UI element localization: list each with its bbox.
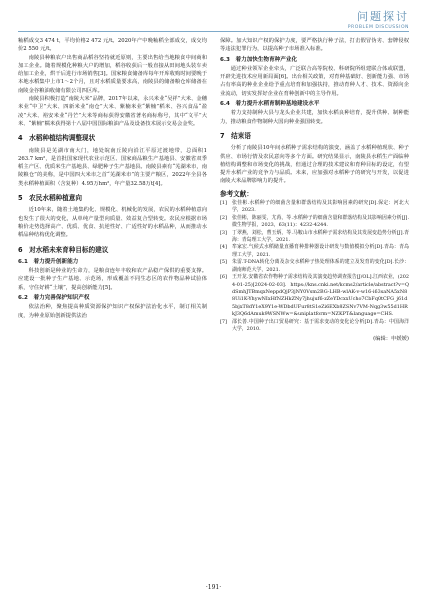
subsection-heading: 6.4 着力提升水稻育制种基地建设水平 [220,101,320,108]
paragraph: 南陵县积极打造“南陵大米”品牌，2017年以来，永兴米业“吴祥”大米、金穗米业“中卫”大米、四新米业“南仓”大米、紫楠米业“紫楠”稻米、谷兴食品“盈凌”大米、裕安米业“丹芒”大米等商标获得安徽省著名商标称号，其中“文平”大米、“紫楠”糯米获得第十八届中国国际粮油产品及设备技术展示交易会金奖。 [18,96,207,127]
reference-item: [5] 朱雷.T-DNA转化分离及杂交水稻种子热处理体系的建立及发育的变化[D].长沙：湖南师范大学，2021. [220,259,409,273]
subsection-heading: 6.1 着力提升创新能力 [18,258,79,265]
subsection-heading: 6.2 着力完善保护知识产权 [18,295,90,302]
paragraph: 南陵县是芜湖市南大门，地处皖南丘陵向沿江平原过渡地带，总面积1 263.7 km²，是首批国家现代农业示范区、国家商品粮生产基地县、安徽省双季稻主产区、优质米生产基地县、绿肥种子生产基地县。南陵县素有“芜湖米市，南陵粮仓”的美称，是中国四大米市之首“芜湖米市”的主要产粮区，2022年全县各类水稻种植面积（含复种）4.95万hm²，年产量32.58万t[4]。 [18,147,207,187]
paragraph: 南陵县种粮农户出售商品稻谷坚持就近原则，主要出售给当地粮食中间商和加工企业。随着规模化种粮大户的增加，稻谷收获后一般直接从田间地头装车卖给加工企业，烘干后进行市场销售[3]。国家粮食储备库每年开库收购时间要晚于本地水稻集中上市1～2个月，且对水稻质量要求高，南陵县的储备粮仓库储备在南陵金谷粮油收储有限公司四区库。 [18,54,207,94]
section-subtitle: PROBLEM DISCUSSION [347,25,409,30]
reference-item: [1] 张佳彬.水稻种子的细菌含量和群落结构及其影响因素的研究[D].保定：河北大学，2023. [220,200,409,214]
paragraph: 籼稻成交3 474 t，平均价格2 472 元/t。2020年产中晚籼稻全部成交，成交均价2 550 元/t。 [18,38,207,53]
right-column [220,37,409,344]
paragraph: 依法治种，聚焦提高种质资源保护知识产权保护法治化水平，制订相关制度，为种业原始创新提供法治 [18,304,207,319]
left-column [18,37,207,320]
reference-item: [4] 牟家宏.气候式水稻储量直播育种排种器设计研发与数值模拟分析[D].青岛：青岛理工大学，2021. [220,244,409,258]
references-list [220,200,409,333]
reference-item: [6] 王开龙.安徽省农作物种子需求结构及其演变趋势调查报告[J/OL].江西农业，(2024-01-25)[2024-02-03]. https://kns.cnki.net/kcms2/article/abstract?v=QdSmhJTBmqxNeppdQjP3jNY0Vsm2BG-LHB-wlAK-v-w16-i63saNA5xN88Ui1K-YhywNIxHfNZHkZNy7jhujuf6-zZeYDcxxUcho7CbFq0tCFG_j61d5bjxT8dY1eX9Y1e-WDbdUFur8tS1eZi6EXb8ZSNv7VM-Nqg3w55d1HRkJ3Q6dAmuk9WSNWw=&uniplatform=NZKPT&language=CHS. [220,274,409,318]
section-heading: 5 农民水稻种植意向 [18,194,82,203]
section-title: 问题探讨 [357,10,409,23]
reference-item: [3] 丁翠燕，刘松，曹玉炳，等.马鞍山市水稻种子需求结构及其发展变趋势分析[J].青海：青岛理工大学，2021. [220,229,409,244]
reference-item: [2] 张佳彬，陈丽雯，尤苒，等.水稻种子的细菌含量和群落结构及其影响因素分析[J].微生物学报，2023，63(11)：4232-4244. [220,214,409,229]
subsection-heading: 6.3 着力加快生物育种产业化 [220,56,298,63]
page-number: ·191· [205,584,222,591]
paragraph: 科技创新是种业的生命力，是粮食连年丰收和农产品稳产保供的重要支撑。应建设一批种子生产基地、示范场，形成覆盖不同生态区的农作物品种试验体系，守住好耕“土壤”，提高创新能力[5]。 [18,268,207,291]
paragraph: 近10年来，随着土地集约化、规模化、机械化的发展，农民的水稻种植意向也发生了很大的变化，从单纯产量型向质量、效益复合型转变。农民应根据市场粮价走势选择高产、优质、优食、抗逆性好、广适性好的水稻品种，从而推动水稻品种结构优化调整。 [18,207,207,239]
header-rule [18,31,409,32]
paragraph: 通过种业领军企业牵头，广泛联合高等院校、科研院所组建联合体或联盟，开辟先进技术应用新局面[6]。出台相关政策，对育种基础好、创新能力强、市场占有率高的种业企业给予重点培育和加强扶持，推动育种人才、技术、资源向企业流动，切实发挥好企业在育种创新中的主导作用。 [220,65,409,97]
paragraph: 分析了南陵县10年间水稻种子需求结构的演变，涵盖了水稻种植现状、种子供应、市场行情及农民意向等多个方面。研究结果显示，南陵县水稻生产面临种植结构调整和市场变化的挑战，但通过合理的技术建议和育种目标的设定，有望提升水稻产业的竞争力与品质。未来，应加强对水稻种子的研究与开发，以促进南陵大米品牌影响力的提升。 [220,145,409,185]
reference-item: [7] 邵长善.中国种子出口贸易研究：基于需求变动的变化论分析[D].青岛：中国海洋大学，2010. [220,318,409,332]
paragraph: 保障。加大知识产权的保护力度，要严格执行种子法，打击假冒伪劣、套牌侵权等违法犯罪行为，以提高种子市场准入标准。 [220,38,409,53]
section-heading: 4 水稻种植结构调整现状 [18,134,96,143]
paragraph: 着力支持制种大县与龙头企业共建，加快水稻良种培育，提升供种、制种能力，推动粮食作物制种大国向种业强国转变。 [220,110,409,125]
editor-note: (编辑：申媛媛) [373,336,409,343]
page-header [348,8,409,30]
section-heading: 7 结束语 [220,131,251,140]
section-heading: 6 对水稻未来育种目标的建议 [18,245,109,254]
references-title: 参考文献： [220,189,253,198]
